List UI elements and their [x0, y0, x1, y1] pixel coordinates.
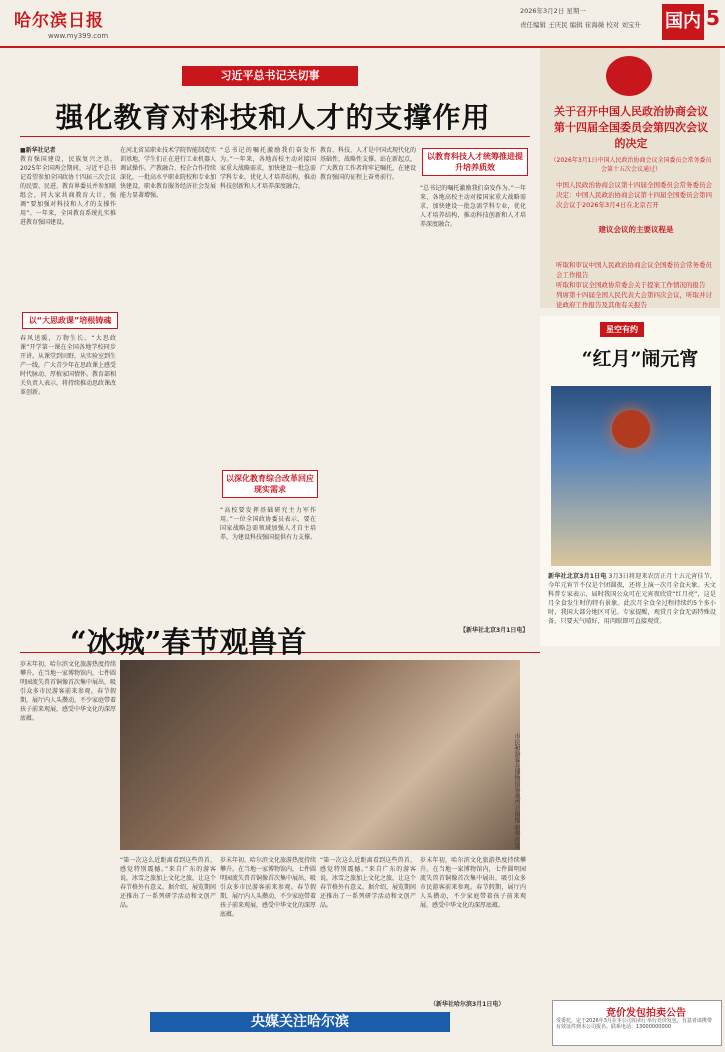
article1-headline: 强化教育对科技和人才的支撑作用 — [55, 101, 491, 134]
auction-ad-title: 竞价发包拍卖公告 — [606, 1008, 686, 1019]
newspaper-logo: 哈尔滨日报 — [14, 11, 104, 31]
article1-subhead3: 以教育科技人才统筹推进提升培养质效 — [422, 148, 528, 176]
star-section-title: “红月”闹元宵 — [581, 348, 699, 370]
emblem-icon — [606, 56, 652, 96]
article1-intro: 教育强国建设，民族复兴之基。2025年全国两会期间，习近平总书记看望参加全国政协十四届三次会议的民盟、民进、教育界委员并参加联组会，同大家共商教育大计，强调“要加强对科技和人才的支撑作用”。一年来，全国教育系统扎实推进教育强国建设。 — [20, 156, 116, 226]
article1-banner: 习近平总书记关切事 — [182, 66, 358, 86]
article2-col5: 岁末年初，哈尔滨文化旅游热度持续攀升。在当地一家博物馆内，七件圆明园流失兽首铜像首次集中展出，吸引众多市民游客前来参观。春节假期，展厅内人头攒动，不少家庭带着孩子前来观展，感受中华文化的深厚底蕴。 — [420, 857, 526, 909]
article1-body5: 教育、科技、人才是中国式现代化的基础性、战略性支撑。站在新起点，广大教育工作者将牢记嘱托，在建设教育强国的征程上奋勇前行。 — [320, 147, 416, 181]
cppcc-notice-body: 中国人民政治协商会议第十四届全国委员会常务委员会决定：中国人民政治协商会议第十四届全国委员会第四次会议于2026年3月4日在北京召开 — [556, 181, 712, 209]
article2-headline: “冰城”春节观兽首 — [70, 625, 307, 659]
article1-body3: “总书记的嘱托激励我们奋发作为。”一年来，各地高校主动对接国家重大战略需求，加快建设一批急需学科专业，优化人才培养结构，推动科技创新和人才培养深度融合。 — [220, 147, 316, 190]
article1-subhead1: 以“大思政课”培根铸魂 — [22, 312, 118, 329]
issue-date: 2026年3月2日 星期一 — [520, 7, 586, 15]
editor-credits: 责任编辑 王庆民 编辑 崔海薇 校对 刘宝升 — [520, 21, 641, 29]
section-label: 国内 — [662, 4, 704, 40]
article2-col3: 岁末年初，哈尔滨文化旅游热度持续攀升。在当地一家博物馆内，七件圆明园流失兽首铜像首次集中展出，吸引众多市民游客前来参观。春节假期，展厅内人头攒动，不少家庭带着孩子前来观展，感受中华文化的深厚底蕴。 — [220, 857, 316, 918]
agenda-item: 听取和审议全国政协常委会关于提案工作情况的报告 — [556, 281, 706, 289]
star-section-body — [548, 572, 716, 992]
article1-col1 — [20, 146, 116, 306]
headline-divider — [20, 136, 530, 137]
cppcc-agenda-list — [556, 260, 716, 310]
article1-body1: 春风送暖，万物生长。“大思政课”开学第一课在全国各地学校同步开讲。从课堂到田野，从实验室到生产一线，广大青少年在思政课上感受时代脉动、厚植家国情怀。教育部相关负责人表示，将持续推动思政课改革创新。 — [20, 335, 116, 396]
star-body-text: 3月3日将迎来农历正月十五元宵佳节，今年元宵节不仅是个团圆夜，还将上演一次月全食天象。天文科普专家表示，届时我国公众可在元宵夜欣赏“红月亮”，这是月全食发生时的特有景象。此次月全食全过程持续约5个多小时，我国大部分地区可见。专家提醒，观赏月全食无需特殊设备，只要天气晴好，用肉眼即可直接观赏。 — [548, 573, 716, 625]
article1-body6: “总书记的嘱托激励我们奋发作为。”一年来，各地高校主动对接国家重大战略需求，加快建设一批急需学科专业，优化人才培养结构，推动科技创新和人才培养深度融合。 — [420, 185, 526, 228]
agenda-item: 听取和审议中国人民政治协商会议全国委员会常务委员会工作报告 — [556, 261, 712, 279]
moon-icon — [612, 410, 650, 448]
auction-ad-text: 受委托，定于2026年3月在本公司拍卖厅举行竞价发包，有意者请携带有效证件到本公司报名。联系电话：13000000000 — [556, 1018, 712, 1030]
article1-body4: “高校要发挥基础研究主力军作用。”一位全国政协委员表示，要在国家战略急需领域加强人才自主培养，为建设科技强国提供有力支撑。 — [220, 507, 316, 541]
page-number: 5 — [706, 6, 720, 30]
article2-col1: 岁末年初，哈尔滨文化旅游热度持续攀升。在当地一家博物馆内，七件圆明园流失兽首铜像首次集中展出，吸引众多市民游客前来参观。春节假期，展厅内人头攒动，不少家庭带着孩子前来观展，感受中华文化的深厚底蕴。 — [20, 661, 116, 722]
star-section-label: 星空有约 — [600, 322, 644, 337]
article2-col2: “第一次这么近距离看到这些兽首，感觉特别震撼。”来自广东的游客说，冰雪之旅加上文化之旅，让这个春节格外有意义。据介绍，展览期间还推出了一系列研学活动和文创产品。 — [120, 857, 216, 909]
article1-subhead2: 以深化教育综合改革回应现实需求 — [222, 470, 318, 498]
cppcc-notice-title: 关于召开中国人民政治协商会议第十四届全国委员会第四次会议的决定 — [554, 105, 708, 150]
star-dateline: 新华社北京3月1日电 — [548, 573, 607, 580]
article1-body2: 在河北省某职业技术学院智能制造实训基地，学生们正在进行工业机器人调试操作。产教融合、校企合作持续深化，一批高水平职业院校和专业加快建设，职业教育服务经济社会发展能力显著增强。 — [120, 147, 216, 199]
article2-col4: “第一次这么近距离看到这些兽首，感觉特别震撼。”来自广东的游客说，冰雪之旅加上文化之旅，让这个春节格外有意义。据介绍，展览期间还推出了一系列研学活动和文创产品。 — [320, 857, 416, 909]
article1-dateline: 【新华社北京3月1日电】 — [460, 627, 529, 634]
newspaper-url: www.my399.com — [48, 32, 109, 40]
photo-caption: 市民和游客在博物馆参观兽首铜像 新华社发 — [513, 733, 520, 849]
museum-photo — [120, 660, 520, 850]
cppcc-notice-subtitle: （2026年3月1日中国人民政治协商会议全国委员会常务委员会第十五次会议通过） — [550, 157, 712, 173]
article2-dateline: （新华社哈尔滨3月1日电） — [430, 1001, 505, 1008]
cctv-banner: 央媒关注哈尔滨 — [150, 1012, 450, 1032]
article1-byline: ■新华社记者 — [20, 147, 56, 154]
agenda-item: 列席第十四届全国人民代表大会第四次会议，听取并讨论政府工作报告及其他有关报告 — [556, 291, 712, 309]
cppcc-agenda-heading: 建议会议的主要议程是 — [598, 225, 674, 234]
